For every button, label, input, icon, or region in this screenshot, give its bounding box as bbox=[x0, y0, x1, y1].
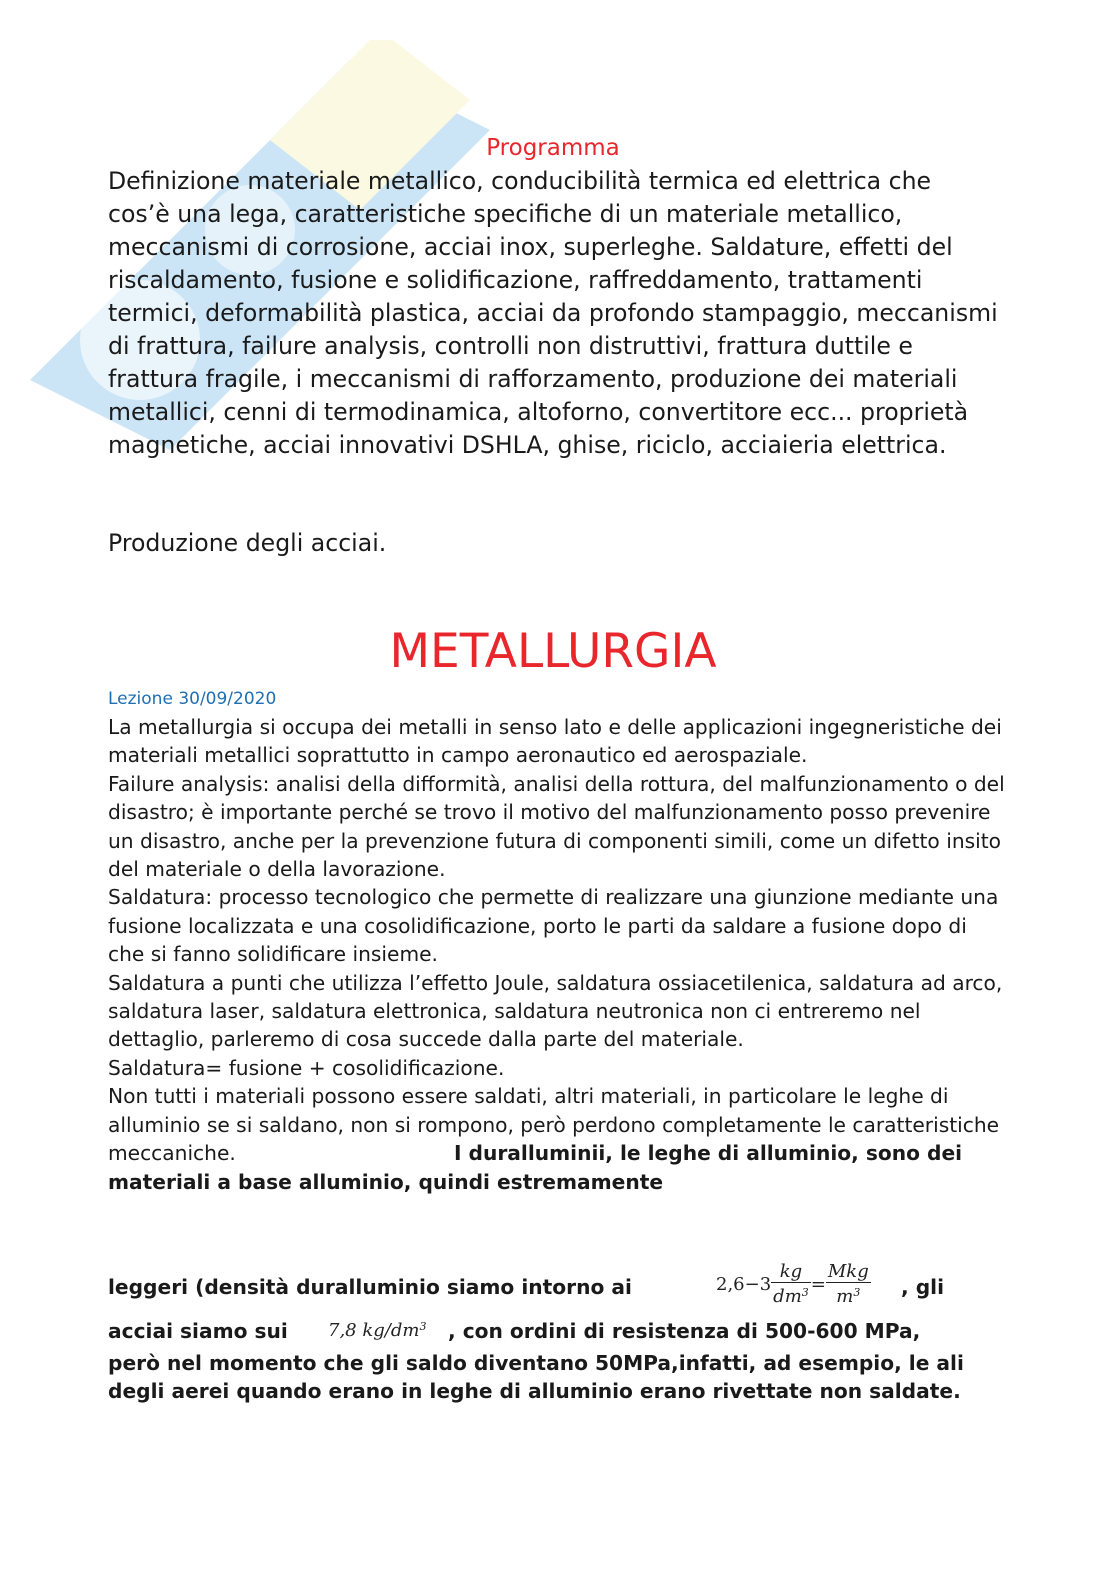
paragraph: Saldatura a punti che utilizza l’effetto Joule, saldatura ossiacetilenica, saldatura ad arco, saldatura laser, saldatura elettronica, saldatura neutronica non ci entreremo nel dettaglio, parleremo di cosa succede dalla parte del materiale. bbox=[108, 970, 1003, 1052]
fraction-kg-dm3 bbox=[771, 1262, 811, 1307]
density-line-1 bbox=[108, 1275, 632, 1299]
density-after-text: , gli bbox=[901, 1275, 944, 1299]
density-formula-1 bbox=[716, 1262, 871, 1307]
paragraph-bold-part: I duralluminii, le leghe di alluminio, sono dei materiali a base alluminio, quindi estremamente bbox=[108, 1141, 963, 1194]
steel-formula-value: 7,8 kg/dm bbox=[328, 1320, 420, 1341]
paragraph: La metallurgia si occupa dei metalli in senso lato e delle applicazioni ingegneristiche dei materiali metallici soprattutto in campo aeronautico ed aerospaziale. bbox=[108, 715, 1002, 768]
fraction-exponent: 3 bbox=[801, 1286, 809, 1299]
paragraph: Failure analysis: analisi della difformità, analisi della rottura, del malfunzionamento o del disastro; è importante perché se trovo il motivo del malfunzionamento posso prevenire un disastro, anche per la prevenzione futura di componenti simili, come un difetto insito del materiale o della lavorazione. bbox=[108, 771, 1005, 882]
fraction-exponent: 3 bbox=[853, 1286, 861, 1299]
steel-text-before: acciai siamo sui bbox=[108, 1319, 288, 1343]
programma-heading: Programma bbox=[486, 135, 620, 161]
steel-text-after bbox=[448, 1319, 920, 1343]
formula-prefix: 2,6−3 bbox=[716, 1274, 772, 1295]
fraction-numerator: kg bbox=[771, 1262, 811, 1283]
steel-formula-exponent: 3 bbox=[419, 1320, 427, 1333]
paragraph-mixed bbox=[108, 1082, 1008, 1196]
lesson-body bbox=[108, 713, 1008, 1196]
fraction-denominator-base: dm bbox=[773, 1286, 802, 1307]
programma-body: Definizione materiale metallico, conducibilità termica ed elettrica che cos’è una lega, caratteristiche specifiche di un materiale metallico, meccanismi di corrosione, acciai inox, superleghe. Saldature, effetti del riscaldamento, fusione e solidificazione, raffreddamento, trattamenti termici, deformabilità plastica, acciai da profondo stampaggio, meccanismi di frattura, failure analysis, controlli non distruttivi, frattura duttile e frattura fragile, i meccanismi di rafforzamento, produzione dei materiali metallici, cenni di termodinamica, altoforno, convertitore ecc... proprietà magnetiche, acciai innovativi DSHLA, ghise, riciclo, acciaieria elettrica. bbox=[108, 167, 998, 459]
density-text-after bbox=[901, 1275, 944, 1299]
formula-equals: = bbox=[810, 1274, 826, 1295]
fraction-denominator-base: m bbox=[836, 1286, 854, 1307]
density-text-before: leggeri (densità duralluminio siamo intorno ai bbox=[108, 1275, 632, 1299]
steel-density-formula bbox=[328, 1320, 426, 1341]
density-line-2 bbox=[108, 1319, 288, 1343]
programma-tail: Produzione degli acciai. bbox=[108, 529, 387, 557]
paragraph-normal-part: Non tutti i materiali possono essere saldati, altri materiali, in particolare le leghe di alluminio se si saldano, non si rompono, però perdono completamente le caratteristiche meccaniche. bbox=[108, 1084, 1000, 1166]
paragraph: Saldatura: processo tecnologico che permette di realizzare una giunzione mediante una fusione localizzata e una cosolidificazione, porto le parti da saldare a fusione dopo di che si fanno solidificare insieme. bbox=[108, 885, 999, 967]
lesson-date: Lezione 30/09/2020 bbox=[108, 689, 277, 709]
fraction-denominator bbox=[826, 1283, 871, 1307]
fraction-denominator bbox=[771, 1283, 811, 1307]
closing-bold-paragraph: però nel momento che gli saldo diventano 50MPa,infatti, ad esempio, le ali degli aerei quando erano in leghe di alluminio erano rivettate non saldate. bbox=[108, 1351, 964, 1404]
fraction-mkg-m3 bbox=[826, 1262, 871, 1307]
steel-after-text: , con ordini di resistenza di 500-600 MPa, bbox=[448, 1319, 921, 1343]
paragraph: Saldatura= fusione + cosolidificazione. bbox=[108, 1055, 505, 1080]
page-title: METALLURGIA bbox=[389, 624, 717, 679]
fraction-numerator: Mkg bbox=[827, 1261, 869, 1282]
